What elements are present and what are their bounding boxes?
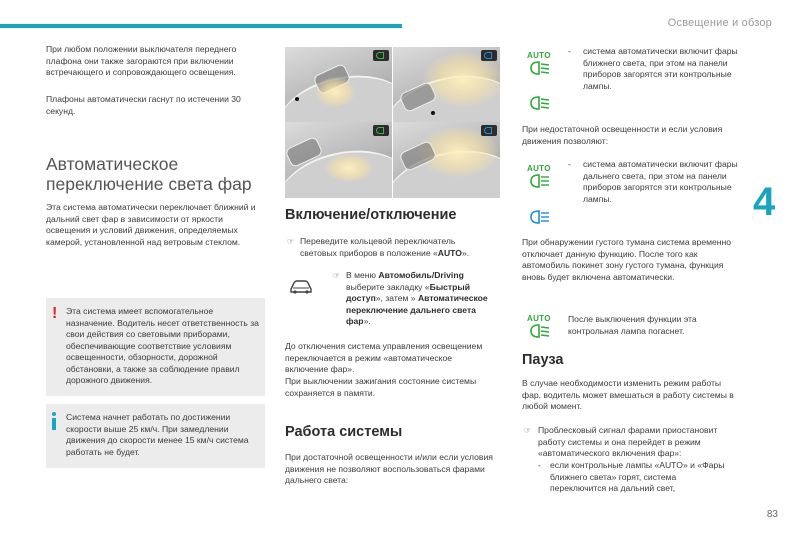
lamp-off-paragraph: После выключения функции эта контрольная лампа погаснет. — [568, 314, 697, 336]
intro-paragraph: При любом положении выключателя переднего плафона они также загораются при включении встречающего и сопровождающего освещения. — [46, 44, 237, 77]
car-menu-icon — [288, 279, 314, 295]
menu-instruction: В меню Автомобиль/Driving выберите закладку «Быстрый доступ», затем » Автоматическое переключение дальнего света фар». — [346, 270, 488, 326]
operation-paragraph: При достаточной освещенности и/или если условия движения не позволяют воспользоваться фарами дальнего света: — [285, 452, 493, 485]
low-beam-lamp-icon — [529, 96, 551, 110]
auto-indicator-icon: AUTO — [527, 315, 553, 339]
list-dash: - — [538, 460, 541, 470]
menu-arrow-icon: ☞ — [333, 271, 341, 280]
info-text: Система начнет работать по достижении скорости выше 25 км/ч. При замедлении движения до скорости менее 15 км/ч система работать не будет. — [66, 412, 249, 457]
header-accent-bar — [0, 24, 402, 28]
disable-paragraph: До отключения система управления освещением переключается в режим «автоматическое включение фар». — [285, 341, 483, 374]
chapter-number: 4 — [753, 180, 776, 224]
low-beam-item: система автоматически включит фары ближнего света, при этом на панели приборов загорятся эти контрольные лампы. — [583, 46, 738, 91]
illustration-low-beam-vehicle-ahead — [285, 122, 392, 198]
illustration-low-beam-oncoming — [285, 47, 392, 123]
illustration-high-beam-vehicle-ahead — [393, 122, 500, 198]
heading-operation: Работа системы — [285, 424, 403, 440]
info-box — [46, 404, 265, 468]
list-dash: - — [568, 46, 571, 56]
pause-paragraph: В случае необходимости изменить режим работы фар, водитель может вмешаться в работу системы в любой момент. — [522, 378, 734, 411]
heading-pause: Пауза — [522, 352, 564, 368]
ignition-paragraph: При выключении зажигания состояние системы сохраняется в памяти. — [285, 376, 477, 398]
illustration-high-beam-empty-road — [393, 47, 500, 123]
system-description: Эта система автоматически переключает ближний и дальний свет фар в зависимости от яркости освещения и условий движения, определяемых камерой, установленной над ветровым стеклом. — [46, 202, 256, 247]
step-switch-auto: Переведите кольцевой переключатель световых приборов в положение «AUTO». — [300, 236, 470, 258]
warning-box — [46, 298, 265, 396]
section-title: Освещение и обзор — [667, 17, 772, 29]
high-beam-item: система автоматически включит фары дальнего света, при этом на панели приборов загорятся эти контрольные лампы. — [583, 159, 738, 204]
page-number: 83 — [766, 509, 778, 520]
step-arrow-icon: ☞ — [287, 237, 295, 246]
info-icon — [50, 412, 58, 430]
heading-on-off: Включение/отключение — [285, 207, 457, 223]
timeout-paragraph: Плафоны автоматически гаснут по истечении 30 секунд. — [46, 94, 241, 116]
fog-paragraph: При обнаружении густого тумана система временно отключает данную функцию. После того как автомобиль покинет зону густого тумана, функция вновь будет включена автоматически. — [522, 237, 732, 282]
warning-icon: ! — [52, 305, 58, 322]
list-dash: - — [568, 159, 571, 169]
main-heading: Автоматическое переключение света фар — [46, 154, 252, 194]
low-light-paragraph: При недостаточной освещенности и если условия движения позволяют: — [522, 124, 723, 146]
flash-subitem: если контрольные лампы «AUTO» и «Фары ближнего света» горят, система переключится на дальний свет, — [550, 460, 725, 493]
auto-high-beam-icon: AUTO — [527, 165, 553, 189]
flash-paragraph: Проблесковый сигнал фарами приостановит работу системы и она перейдет в режим «автоматического включения фар»: — [538, 425, 718, 458]
high-beam-lamp-icon — [529, 210, 551, 224]
auto-low-beam-icon: AUTO — [527, 52, 553, 76]
warning-text: Эта система имеет вспомогательное назначение. Водитель несет ответственность за свои действия со световыми приборами, обеспечивающие соответствие условиям освещенности, обзорности, дорожной обстановки, а также за соблюдение правил дорожного движения. — [66, 306, 259, 385]
flash-arrow-icon: ☞ — [524, 426, 532, 435]
